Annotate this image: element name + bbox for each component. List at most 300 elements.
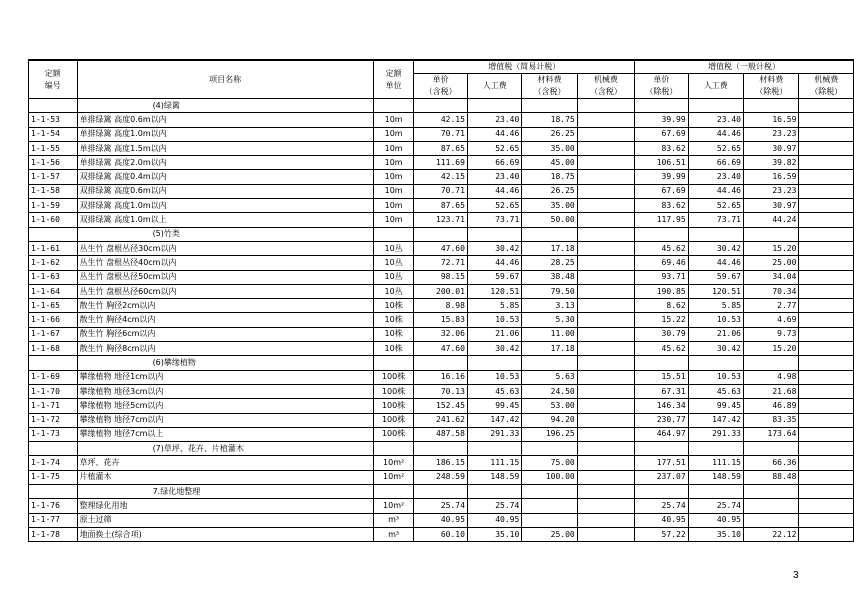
simple-machine-cell	[577, 370, 634, 384]
simple-price-cell: 70.71	[414, 184, 468, 198]
quota-table	[28, 59, 854, 542]
section-empty-cell	[522, 485, 577, 499]
general-labor-cell: 40.95	[688, 513, 743, 527]
general-price-cell: 67.69	[635, 127, 689, 141]
simple-machine-cell	[577, 256, 634, 270]
code-cell: 1-1-53	[29, 113, 78, 127]
section-title: (6)攀缘植物	[77, 356, 373, 370]
simple-price-cell: 47.60	[414, 342, 468, 356]
name-cell: 丛生竹 盘根丛径50cm以内	[77, 270, 373, 284]
section-empty-cell	[688, 356, 743, 370]
simple-material-cell: 17.18	[522, 342, 577, 356]
header-group-general-tax: 增值税（一般计税）	[635, 60, 854, 74]
section-empty-cell	[744, 356, 799, 370]
code-cell: 1-1-62	[29, 256, 78, 270]
unit-cell: 100株	[373, 370, 414, 384]
header-general-material: 材料费 （除税）	[744, 74, 799, 99]
section-empty-cell	[688, 442, 743, 456]
simple-labor-cell: 291.33	[467, 427, 521, 441]
code-cell: 1-1-66	[29, 313, 78, 327]
simple-labor-cell: 40.95	[467, 513, 521, 527]
general-price-cell: 67.31	[635, 384, 689, 398]
simple-material-cell	[522, 513, 577, 527]
unit-cell: 10m²	[373, 499, 414, 513]
general-material-cell: 4.69	[744, 313, 799, 327]
section-empty-cell	[522, 442, 577, 456]
simple-price-cell: 70.13	[414, 384, 468, 398]
unit-cell: 10m	[373, 113, 414, 127]
header-general-machine: 机械费 （除税）	[799, 74, 854, 99]
simple-machine-cell	[577, 156, 634, 170]
general-labor-cell: 99.45	[688, 399, 743, 413]
general-price-cell: 15.22	[635, 313, 689, 327]
section-empty-cell	[744, 442, 799, 456]
simple-labor-cell: 21.06	[467, 327, 521, 341]
simple-price-cell: 111.69	[414, 156, 468, 170]
general-machine-cell	[799, 470, 854, 484]
general-material-cell	[744, 513, 799, 527]
general-machine-cell	[799, 113, 854, 127]
simple-labor-cell: 111.15	[467, 456, 521, 470]
section-empty-cell	[688, 227, 743, 241]
table-row	[29, 427, 854, 441]
general-price-cell: 230.77	[635, 413, 689, 427]
table-row	[29, 241, 854, 255]
general-labor-cell: 30.42	[688, 241, 743, 255]
simple-machine-cell	[577, 327, 634, 341]
simple-material-cell: 38.48	[522, 270, 577, 284]
simple-material-cell: 18.75	[522, 170, 577, 184]
header-item-name: 项目名称	[77, 60, 373, 99]
general-machine-cell	[799, 184, 854, 198]
section-empty-cell	[467, 485, 521, 499]
simple-labor-cell: 52.65	[467, 141, 521, 155]
general-machine-cell	[799, 342, 854, 356]
simple-material-cell: 26.25	[522, 127, 577, 141]
table-row	[29, 470, 854, 484]
simple-price-cell: 32.06	[414, 327, 468, 341]
general-material-cell: 173.64	[744, 427, 799, 441]
code-cell: 1-1-69	[29, 370, 78, 384]
simple-labor-cell: 99.45	[467, 399, 521, 413]
general-material-cell: 15.20	[744, 241, 799, 255]
simple-material-cell: 53.00	[522, 399, 577, 413]
simple-material-cell: 11.00	[522, 327, 577, 341]
simple-labor-cell: 25.74	[467, 499, 521, 513]
general-labor-cell: 73.71	[688, 213, 743, 227]
general-price-cell: 45.62	[635, 342, 689, 356]
unit-cell: m³	[373, 527, 414, 541]
section-row	[29, 442, 854, 456]
unit-cell: 10株	[373, 327, 414, 341]
name-cell: 片植灌木	[77, 470, 373, 484]
simple-material-cell: 35.00	[522, 141, 577, 155]
simple-machine-cell	[577, 342, 634, 356]
section-empty-cell	[373, 227, 414, 241]
table-row	[29, 156, 854, 170]
name-cell: 攀缘植物 地径7cm以内	[77, 413, 373, 427]
name-cell: 草坪、花卉	[77, 456, 373, 470]
general-price-cell: 93.71	[635, 270, 689, 284]
header-simple-labor: 人工费	[467, 74, 521, 99]
section-empty-cell	[799, 442, 854, 456]
general-price-cell: 464.97	[635, 427, 689, 441]
simple-labor-cell: 44.46	[467, 256, 521, 270]
code-cell: 1-1-61	[29, 241, 78, 255]
general-material-cell: 30.97	[744, 141, 799, 155]
header-simple-machine: 机械费 （含税）	[577, 74, 634, 99]
general-material-cell: 23.23	[744, 127, 799, 141]
unit-cell: 10m²	[373, 456, 414, 470]
code-cell: 1-1-60	[29, 213, 78, 227]
simple-price-cell: 8.98	[414, 299, 468, 313]
general-labor-cell: 111.15	[688, 456, 743, 470]
simple-material-cell: 5.30	[522, 313, 577, 327]
simple-material-cell: 25.00	[522, 527, 577, 541]
general-labor-cell: 44.46	[688, 127, 743, 141]
header-simple-material: 材料费 （含税）	[522, 74, 577, 99]
general-machine-cell	[799, 170, 854, 184]
simple-price-cell: 200.01	[414, 284, 468, 298]
section-empty-cell	[467, 99, 521, 113]
name-cell: 丛生竹 盘根丛径40cm以内	[77, 256, 373, 270]
simple-machine-cell	[577, 113, 634, 127]
general-machine-cell	[799, 513, 854, 527]
general-labor-cell: 30.42	[688, 342, 743, 356]
table-row	[29, 399, 854, 413]
table-row	[29, 256, 854, 270]
general-material-cell: 2.77	[744, 299, 799, 313]
section-code-cell	[29, 356, 78, 370]
general-price-cell: 30.79	[635, 327, 689, 341]
section-empty-cell	[467, 442, 521, 456]
code-cell: 1-1-59	[29, 199, 78, 213]
unit-cell: 100株	[373, 413, 414, 427]
table-row	[29, 113, 854, 127]
general-machine-cell	[799, 413, 854, 427]
simple-labor-cell: 59.67	[467, 270, 521, 284]
simple-price-cell: 72.71	[414, 256, 468, 270]
simple-labor-cell: 44.46	[467, 127, 521, 141]
unit-cell: 100株	[373, 427, 414, 441]
general-machine-cell	[799, 127, 854, 141]
simple-price-cell: 42.15	[414, 113, 468, 127]
general-material-cell	[744, 499, 799, 513]
simple-material-cell: 79.50	[522, 284, 577, 298]
unit-cell: 10丛	[373, 270, 414, 284]
general-price-cell: 39.99	[635, 170, 689, 184]
simple-material-cell: 26.25	[522, 184, 577, 198]
simple-price-cell: 47.60	[414, 241, 468, 255]
section-title: (7)草坪、花卉、片植灌木	[77, 442, 373, 456]
table-row	[29, 199, 854, 213]
code-cell: 1-1-73	[29, 427, 78, 441]
general-price-cell: 177.51	[635, 456, 689, 470]
general-price-cell: 25.74	[635, 499, 689, 513]
name-cell: 双排绿篱 高度1.0m以上	[77, 213, 373, 227]
name-cell: 散生竹 胸径2cm以内	[77, 299, 373, 313]
table-row	[29, 127, 854, 141]
section-empty-cell	[414, 442, 468, 456]
table-row	[29, 342, 854, 356]
general-labor-cell: 21.06	[688, 327, 743, 341]
unit-cell: 10株	[373, 342, 414, 356]
general-material-cell: 39.82	[744, 156, 799, 170]
general-material-cell: 16.59	[744, 170, 799, 184]
general-labor-cell: 23.40	[688, 113, 743, 127]
simple-material-cell: 24.50	[522, 384, 577, 398]
unit-cell: 10丛	[373, 256, 414, 270]
general-price-cell: 69.46	[635, 256, 689, 270]
section-empty-cell	[414, 227, 468, 241]
code-cell: 1-1-64	[29, 284, 78, 298]
simple-price-cell: 152.45	[414, 399, 468, 413]
section-empty-cell	[635, 227, 689, 241]
section-empty-cell	[414, 356, 468, 370]
code-cell: 1-1-77	[29, 513, 78, 527]
simple-machine-cell	[577, 456, 634, 470]
general-machine-cell	[799, 141, 854, 155]
code-cell: 1-1-78	[29, 527, 78, 541]
simple-machine-cell	[577, 399, 634, 413]
section-empty-cell	[635, 442, 689, 456]
name-cell: 攀缘植物 地径5cm以内	[77, 399, 373, 413]
general-price-cell: 40.95	[635, 513, 689, 527]
general-machine-cell	[799, 384, 854, 398]
name-cell: 丛生竹 盘根丛径30cm以内	[77, 241, 373, 255]
code-cell: 1-1-54	[29, 127, 78, 141]
header-simple-price: 单价 （含税）	[414, 74, 468, 99]
name-cell: 攀缘植物 地径3cm以内	[77, 384, 373, 398]
general-machine-cell	[799, 370, 854, 384]
section-empty-cell	[744, 485, 799, 499]
name-cell: 整理绿化用地	[77, 499, 373, 513]
table-row	[29, 270, 854, 284]
simple-material-cell: 45.00	[522, 156, 577, 170]
unit-cell: 10m	[373, 199, 414, 213]
simple-material-cell: 5.63	[522, 370, 577, 384]
name-cell: 攀缘植物 地径7cm以上	[77, 427, 373, 441]
general-machine-cell	[799, 156, 854, 170]
simple-price-cell: 70.71	[414, 127, 468, 141]
general-machine-cell	[799, 313, 854, 327]
name-cell: 单排绿篱 高度1.0m以内	[77, 127, 373, 141]
name-cell: 散生竹 胸径4cm以内	[77, 313, 373, 327]
unit-cell: 100株	[373, 384, 414, 398]
general-material-cell: 4.98	[744, 370, 799, 384]
simple-labor-cell: 30.42	[467, 241, 521, 255]
section-empty-cell	[635, 485, 689, 499]
general-labor-cell: 44.46	[688, 256, 743, 270]
general-machine-cell	[799, 427, 854, 441]
general-labor-cell: 10.53	[688, 313, 743, 327]
table-row	[29, 141, 854, 155]
header-group-simple-tax: 增值税（简易计税）	[414, 60, 635, 74]
unit-cell: 10株	[373, 299, 414, 313]
section-empty-cell	[635, 99, 689, 113]
general-price-cell: 106.51	[635, 156, 689, 170]
unit-cell: 10m	[373, 170, 414, 184]
simple-machine-cell	[577, 527, 634, 541]
code-cell: 1-1-58	[29, 184, 78, 198]
section-empty-cell	[522, 99, 577, 113]
section-empty-cell	[577, 356, 634, 370]
simple-machine-cell	[577, 470, 634, 484]
general-machine-cell	[799, 456, 854, 470]
general-price-cell: 117.95	[635, 213, 689, 227]
simple-price-cell: 42.15	[414, 170, 468, 184]
general-price-cell: 146.34	[635, 399, 689, 413]
code-cell: 1-1-56	[29, 156, 78, 170]
header-general-labor: 人工费	[688, 74, 743, 99]
unit-cell: 10丛	[373, 241, 414, 255]
simple-price-cell: 186.15	[414, 456, 468, 470]
simple-machine-cell	[577, 384, 634, 398]
simple-labor-cell: 45.63	[467, 384, 521, 398]
general-machine-cell	[799, 527, 854, 541]
simple-machine-cell	[577, 499, 634, 513]
general-price-cell: 83.62	[635, 141, 689, 155]
simple-labor-cell: 73.71	[467, 213, 521, 227]
general-material-cell: 34.04	[744, 270, 799, 284]
general-labor-cell: 45.63	[688, 384, 743, 398]
general-machine-cell	[799, 299, 854, 313]
simple-material-cell	[522, 499, 577, 513]
simple-labor-cell: 5.85	[467, 299, 521, 313]
name-cell: 散生竹 胸径6cm以内	[77, 327, 373, 341]
simple-material-cell: 18.75	[522, 113, 577, 127]
simple-labor-cell: 52.65	[467, 199, 521, 213]
simple-labor-cell: 120.51	[467, 284, 521, 298]
simple-price-cell: 98.15	[414, 270, 468, 284]
section-code-cell	[29, 485, 78, 499]
unit-cell: 10株	[373, 313, 414, 327]
section-empty-cell	[467, 356, 521, 370]
general-material-cell: 9.73	[744, 327, 799, 341]
unit-cell: 10m	[373, 156, 414, 170]
section-row	[29, 227, 854, 241]
general-material-cell: 15.20	[744, 342, 799, 356]
name-cell: 双排绿篱 高度1.0m以内	[77, 199, 373, 213]
table-row	[29, 327, 854, 341]
simple-labor-cell: 10.53	[467, 370, 521, 384]
general-machine-cell	[799, 284, 854, 298]
section-row	[29, 485, 854, 499]
section-empty-cell	[744, 99, 799, 113]
name-cell: 单排绿篱 高度0.6m以内	[77, 113, 373, 127]
general-material-cell: 44.24	[744, 213, 799, 227]
general-material-cell: 30.97	[744, 199, 799, 213]
table-row	[29, 313, 854, 327]
simple-labor-cell: 23.40	[467, 170, 521, 184]
unit-cell: m³	[373, 513, 414, 527]
general-machine-cell	[799, 199, 854, 213]
table-row	[29, 299, 854, 313]
general-machine-cell	[799, 213, 854, 227]
section-empty-cell	[688, 99, 743, 113]
section-empty-cell	[373, 99, 414, 113]
general-labor-cell: 44.46	[688, 184, 743, 198]
name-cell: 散生竹 胸径8cm以内	[77, 342, 373, 356]
general-price-cell: 15.51	[635, 370, 689, 384]
section-empty-cell	[577, 485, 634, 499]
code-cell: 1-1-55	[29, 141, 78, 155]
general-price-cell: 8.62	[635, 299, 689, 313]
general-labor-cell: 148.59	[688, 470, 743, 484]
simple-machine-cell	[577, 184, 634, 198]
general-labor-cell: 35.10	[688, 527, 743, 541]
general-material-cell: 88.48	[744, 470, 799, 484]
name-cell: 地面换土(综合项)	[77, 527, 373, 541]
code-cell: 1-1-70	[29, 384, 78, 398]
simple-labor-cell: 44.46	[467, 184, 521, 198]
general-price-cell: 237.07	[635, 470, 689, 484]
general-labor-cell: 59.67	[688, 270, 743, 284]
unit-cell: 10m	[373, 127, 414, 141]
code-cell: 1-1-72	[29, 413, 78, 427]
code-cell: 1-1-57	[29, 170, 78, 184]
simple-labor-cell: 147.42	[467, 413, 521, 427]
simple-machine-cell	[577, 199, 634, 213]
code-cell: 1-1-68	[29, 342, 78, 356]
general-labor-cell: 5.85	[688, 299, 743, 313]
general-material-cell: 83.35	[744, 413, 799, 427]
general-price-cell: 190.85	[635, 284, 689, 298]
general-labor-cell: 25.74	[688, 499, 743, 513]
general-labor-cell: 10.53	[688, 370, 743, 384]
code-cell: 1-1-65	[29, 299, 78, 313]
section-empty-cell	[744, 227, 799, 241]
table-row	[29, 413, 854, 427]
section-title: (5)竹类	[77, 227, 373, 241]
section-empty-cell	[577, 442, 634, 456]
code-cell: 1-1-75	[29, 470, 78, 484]
header-unit: 定额 单位	[373, 60, 414, 99]
table-row	[29, 499, 854, 513]
unit-cell: 10m²	[373, 470, 414, 484]
name-cell: 原土过筛	[77, 513, 373, 527]
simple-price-cell: 487.58	[414, 427, 468, 441]
name-cell: 双排绿篱 高度0.6m以内	[77, 184, 373, 198]
simple-labor-cell: 148.59	[467, 470, 521, 484]
name-cell: 攀缘植物 地径1cm以内	[77, 370, 373, 384]
general-price-cell: 67.69	[635, 184, 689, 198]
name-cell: 丛生竹 盘根丛径60cm以内	[77, 284, 373, 298]
simple-price-cell: 123.71	[414, 213, 468, 227]
simple-price-cell: 60.10	[414, 527, 468, 541]
general-machine-cell	[799, 270, 854, 284]
simple-price-cell: 25.74	[414, 499, 468, 513]
unit-cell: 10m	[373, 213, 414, 227]
general-material-cell: 23.23	[744, 184, 799, 198]
section-empty-cell	[688, 485, 743, 499]
general-price-cell: 83.62	[635, 199, 689, 213]
name-cell: 单排绿篱 高度1.5m以内	[77, 141, 373, 155]
simple-material-cell: 28.25	[522, 256, 577, 270]
section-empty-cell	[467, 227, 521, 241]
simple-material-cell: 35.00	[522, 199, 577, 213]
simple-machine-cell	[577, 427, 634, 441]
general-material-cell: 46.89	[744, 399, 799, 413]
simple-machine-cell	[577, 413, 634, 427]
section-empty-cell	[799, 99, 854, 113]
general-price-cell: 45.62	[635, 241, 689, 255]
simple-labor-cell: 23.40	[467, 113, 521, 127]
section-row	[29, 356, 854, 370]
section-empty-cell	[373, 485, 414, 499]
section-empty-cell	[522, 356, 577, 370]
table-row	[29, 370, 854, 384]
